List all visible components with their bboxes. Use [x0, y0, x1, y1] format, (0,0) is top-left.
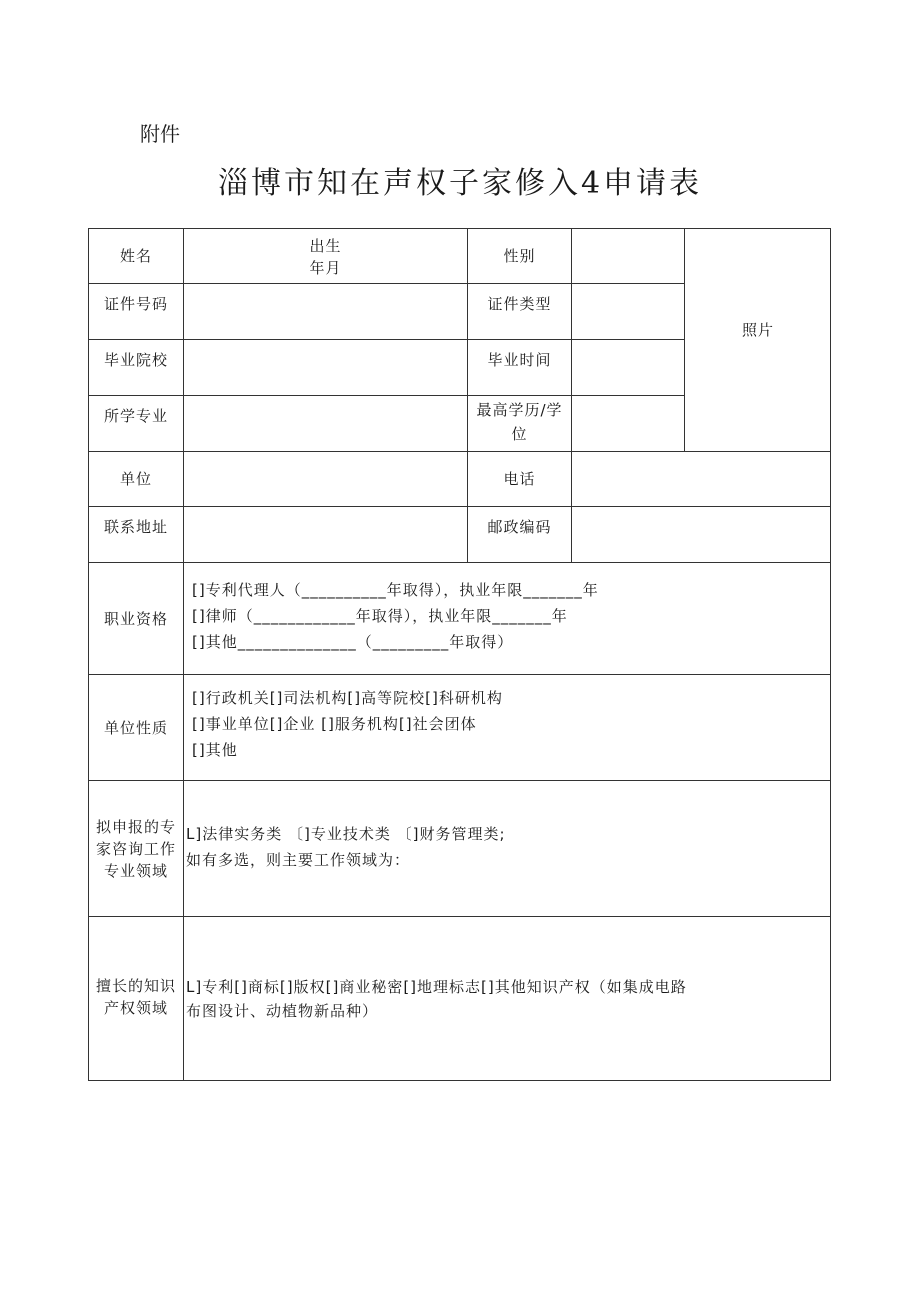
grad-time-field[interactable] — [571, 339, 684, 395]
employer-label: 单位 — [88, 451, 183, 506]
degree-label-line2: 位 — [511, 425, 528, 443]
phone-field[interactable] — [571, 451, 831, 506]
qualification-label: 职业资格 — [88, 562, 183, 674]
photo-label: 照片 — [741, 321, 774, 339]
major-field[interactable] — [183, 395, 467, 451]
photo-box[interactable] — [684, 228, 831, 451]
ip-field-options[interactable] — [183, 916, 831, 1081]
page-title: 淄博市知在声权子家修入4申请表 — [217, 166, 703, 201]
postcode-label: 邮政编码 — [467, 506, 571, 562]
address-label: 联系地址 — [88, 506, 183, 562]
birth-cell[interactable] — [183, 228, 467, 283]
postcode-field[interactable] — [571, 506, 831, 562]
degree-label-line1: 最高学历/学 — [476, 401, 563, 419]
consult-field-label-line2: 家咨询工作 — [95, 840, 176, 858]
qualification-option-patent-agent[interactable]: []专利代理人（__________年取得），执业年限_______年 — [192, 581, 599, 599]
phone-label: 电话 — [467, 451, 571, 506]
id-number-label: 证件号码 — [88, 283, 183, 339]
qualification-option-other[interactable]: []其他______________（_________年取得） — [192, 633, 514, 651]
school-label: 毕业院校 — [88, 339, 183, 395]
unit-nature-line-1[interactable]: []行政机关[]司法机构[]高等院校[]科研机构 — [192, 689, 503, 707]
ip-field-line-1[interactable]: L]专利[]商标[]版权[]商业秘密[]地理标志[]其他知识产权（如集成电路 — [186, 978, 687, 996]
degree-field[interactable] — [571, 395, 684, 451]
consult-field-options[interactable] — [183, 780, 831, 916]
gender-label: 性别 — [467, 228, 571, 283]
school-field[interactable] — [183, 339, 467, 395]
employer-field[interactable] — [183, 451, 467, 506]
birth-label-line2: 年月 — [309, 259, 342, 277]
id-number-field[interactable] — [183, 283, 467, 339]
consult-field-categories[interactable]: L]法律实务类 〔]专业技术类 〔]财务管理类; — [186, 825, 506, 843]
ip-field-label — [88, 916, 183, 1081]
ip-field-line-2[interactable]: 布图设计、动植物新品种） — [186, 1002, 379, 1020]
degree-label — [467, 395, 571, 451]
consult-field-label-line1: 拟申报的专 — [95, 818, 176, 836]
unit-nature-line-2[interactable]: []事业单位[]企业 []服务机构[]社会团体 — [192, 715, 477, 733]
consult-field-primary-note: 如有多选，则主要工作领域为： — [186, 851, 411, 869]
qualification-option-lawyer[interactable]: []律师（____________年取得），执业年限_______年 — [192, 607, 568, 625]
id-type-field[interactable] — [571, 283, 684, 339]
unit-nature-options[interactable] — [183, 674, 831, 780]
id-type-label: 证件类型 — [467, 283, 571, 339]
ip-field-label-line1: 擅长的知识 — [95, 977, 176, 995]
consult-field-label-line3: 专业领域 — [103, 862, 168, 880]
unit-nature-line-3[interactable]: []其他 — [192, 741, 238, 759]
qualification-options[interactable] — [183, 562, 831, 674]
grad-time-label: 毕业时间 — [467, 339, 571, 395]
name-label: 姓名 — [88, 228, 183, 283]
ip-field-label-line2: 产权领域 — [103, 999, 168, 1017]
consult-field-label — [88, 780, 183, 916]
gender-field[interactable] — [571, 228, 684, 283]
birth-label-line1: 出生 — [309, 237, 342, 255]
address-field[interactable] — [183, 506, 467, 562]
unit-nature-label: 单位性质 — [88, 674, 183, 780]
major-label: 所学专业 — [88, 395, 183, 451]
attachment-label: 附件 — [140, 122, 180, 146]
